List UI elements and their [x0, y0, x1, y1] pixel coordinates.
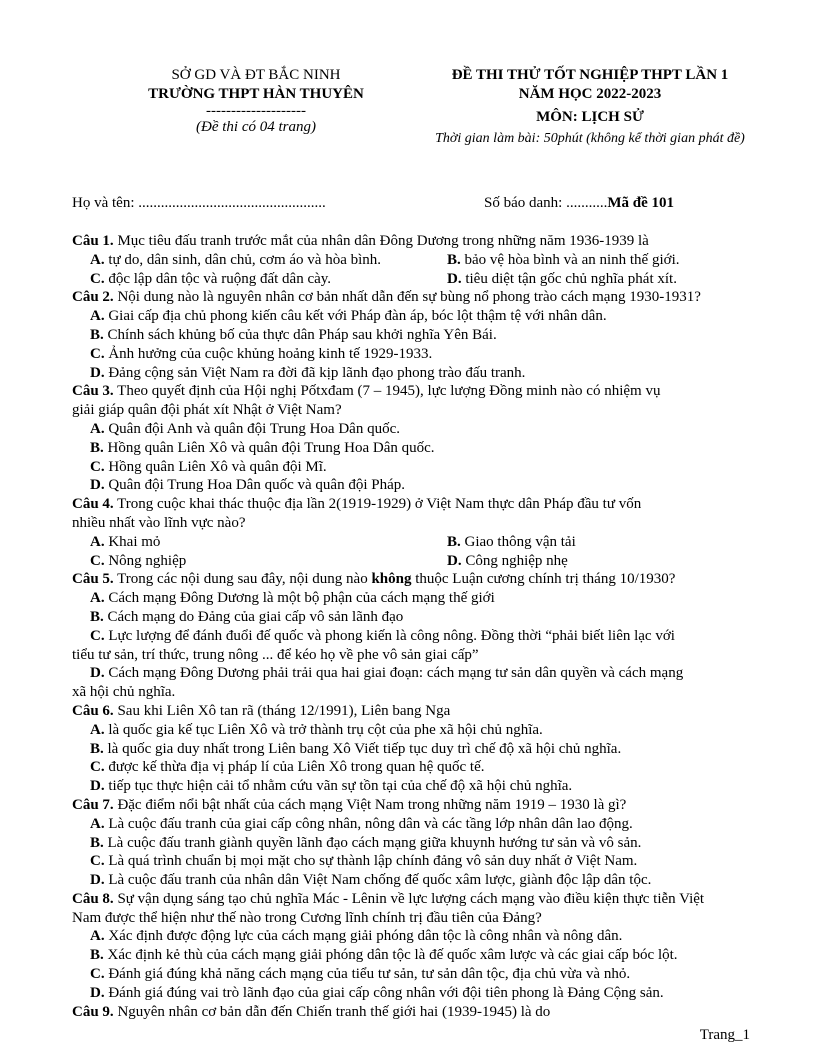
option-c: [90, 270, 447, 289]
option-row: [72, 552, 756, 571]
option-c: [72, 758, 756, 777]
option-text: Quân đội Trung Hoa Dân quốc và quân đội Pháp.: [108, 477, 405, 494]
option-label: B.: [447, 251, 461, 268]
option-text: Cách mạng Đông Dương là một bộ phận của cách mạng thế giới: [108, 590, 495, 607]
question-text-cont: Nam được thể hiện như thế nào trong Cương lĩnh chính trị đầu tiên của Đảng?: [72, 909, 542, 926]
option-b: [72, 740, 756, 759]
option-label: D.: [90, 778, 105, 795]
option-label: B.: [90, 834, 104, 851]
exam-code: Mã đề 101: [607, 195, 674, 211]
option-a: [90, 251, 447, 270]
option-text: Hồng quân Liên Xô và quân đội Mĩ.: [108, 458, 327, 475]
option-label: A.: [90, 815, 105, 832]
option-text: Là cuộc đấu tranh của nhân dân Việt Nam chống đế quốc xâm lược, giành độc lập dân tộc.: [108, 872, 652, 889]
option-label: D.: [447, 270, 462, 287]
option-label: C.: [90, 966, 105, 983]
option-label: A.: [90, 928, 105, 945]
option-text: Khai mỏ: [108, 533, 161, 550]
pages-note: (Đề thi có 04 trang): [196, 119, 316, 135]
question-text-cont: giải giáp quân đội phát xít Nhật ở Việt Nam?: [72, 402, 342, 419]
option-text: được kế thừa địa vị pháp lí của Liên Xô trong quan hệ quốc tế.: [108, 759, 485, 776]
question-text: Theo quyết định của Hội nghị Pốtxđam (7 – 1945), lực lượng Đồng minh nào có nhiệm vụ: [113, 383, 661, 400]
option-text: Nông nghiệp: [108, 552, 187, 569]
option-a: [72, 815, 756, 834]
question-number: Câu 5.: [72, 571, 114, 588]
question-9: [72, 1003, 756, 1022]
question-text: Trong cuộc khai thác thuộc địa lần 2(1919-1929) ở Việt Nam thực dân Pháp đầu tư vốn: [113, 496, 642, 513]
option-label: B.: [90, 439, 104, 456]
question-text-cont: nhiều nhất vào lĩnh vực nào?: [72, 514, 246, 531]
option-label: D.: [90, 984, 105, 1001]
question-number: Câu 3.: [72, 383, 114, 400]
question-text: thuộc Luận cương chính trị tháng 10/1930?: [411, 571, 676, 588]
option-label: D.: [90, 872, 105, 889]
question-text: Mục tiêu đấu tranh trước mắt của nhân dân Đông Dương trong những năm 1936-1939 là: [113, 233, 649, 249]
page-number: Trang_1: [699, 1027, 750, 1043]
candidate-info: [72, 194, 746, 214]
question-number: Câu 4.: [72, 496, 114, 513]
option-d: [72, 871, 756, 890]
option-text: Xác định được động lực của cách mạng giải phóng dân tộc là công nhân và nông dân.: [108, 928, 623, 945]
option-d: [447, 270, 677, 289]
option-c: [72, 852, 756, 871]
question-number: Câu 8.: [72, 890, 114, 907]
option-a: [90, 533, 447, 552]
question-text: Sự vận dụng sáng tạo chủ nghĩa Mác - Lênin về lực lượng cách mạng vào điều kiện thực tiễn Việt: [113, 890, 705, 907]
option-text: Cách mạng do Đảng của giai cấp vô sản lãnh đạo: [107, 608, 404, 625]
option-text: Là cuộc đấu tranh của giai cấp công nhân, nông dân và các tầng lớp nhân dân lao động.: [108, 815, 633, 832]
option-label: C.: [90, 759, 105, 776]
option-row: [72, 533, 756, 552]
question-number: Câu 9.: [72, 1003, 114, 1020]
candidate-number-label: Số báo danh: ...........: [484, 195, 608, 211]
option-text: tự do, dân sinh, dân chủ, cơm áo và hòa bình.: [108, 251, 382, 268]
question-8: [72, 890, 756, 909]
option-label: B.: [90, 608, 104, 625]
option-label: C.: [90, 345, 105, 362]
option-b: [447, 251, 679, 270]
question-number: Câu 7.: [72, 796, 114, 813]
exam-title: ĐỀ THI THỬ TỐT NGHIỆP THPT LẦN 1: [451, 67, 729, 83]
header-left: [120, 66, 392, 137]
option-text: bảo vệ hòa bình và an ninh thế giới.: [464, 251, 680, 268]
option-b: [447, 533, 576, 552]
option-text-cont: tiểu tư sản, trí thức, trung nông ... để kéo họ về phe vô sản giai cấp”: [72, 646, 479, 663]
question-5: [72, 570, 756, 589]
option-text: Hồng quân Liên Xô và quân đội Trung Hoa Dân quốc.: [107, 439, 435, 456]
option-text: Ảnh hưởng của cuộc khủng hoảng kinh tế 1929-1933.: [108, 345, 433, 362]
option-label: B.: [90, 740, 104, 757]
option-d: [72, 364, 756, 383]
option-text: Đánh giá đúng khả năng cách mạng của tiểu tư sản, tư sản dân tộc, địa chủ vừa và nhỏ.: [108, 966, 631, 983]
option-a: [72, 307, 756, 326]
question-number: Câu 6.: [72, 702, 114, 719]
option-label: C.: [90, 552, 105, 569]
header-divider: --------------------: [206, 103, 306, 119]
question-text: Đặc điểm nổi bật nhất của cách mạng Việt Nam trong những năm 1919 – 1930 là gì?: [113, 796, 627, 813]
option-label: A.: [90, 251, 105, 268]
option-label: C.: [90, 627, 105, 644]
option-text: Đánh giá đúng vai trò lãnh đạo của giai cấp công nhân với đội tiên phong là Đảng Cộng sản.: [108, 984, 664, 1001]
question-text: Nguyên nhân cơ bản dẫn đến Chiến tranh thế giới hai (1939-1945) là do: [113, 1003, 551, 1020]
option-text: tiêu diệt tận gốc chủ nghĩa phát xít.: [465, 270, 677, 287]
option-text: là quốc gia kế tục Liên Xô và trở thành trụ cột của phe xã hội chủ nghĩa.: [108, 721, 543, 738]
option-label: A.: [90, 308, 105, 325]
option-label: B.: [90, 326, 104, 343]
question-emphasis: không: [371, 571, 412, 588]
option-text: Quân đội Anh và quân đội Trung Hoa Dân quốc.: [108, 420, 400, 437]
option-row: [72, 251, 756, 270]
option-row: [72, 270, 756, 289]
question-number: Câu 1.: [72, 233, 114, 249]
subject-title: MÔN: LỊCH SỬ: [536, 109, 644, 125]
school-name: TRƯỜNG THPT HÀN THUYÊN: [148, 86, 364, 102]
option-text: Giao thông vận tải: [464, 533, 576, 550]
option-b: [72, 439, 756, 458]
option-label: A.: [90, 721, 105, 738]
option-text: Lực lượng để đánh đuổi đế quốc và phong kiến là công nông. Đồng thời “phải biết liên lạc với: [108, 627, 675, 644]
option-c: [72, 345, 756, 364]
option-c: [72, 627, 756, 646]
question-4: [72, 495, 756, 514]
option-text: Là quá trình chuẩn bị mọi mặt cho sự thành lập chính đảng vô sản duy nhất ở Việt Nam.: [108, 853, 638, 870]
question-text: Sau khi Liên Xô tan rã (tháng 12/1991), Liên bang Nga: [113, 702, 451, 719]
option-label: A.: [90, 533, 105, 550]
question-6: [72, 702, 756, 721]
question-text: Trong các nội dung sau đây, nội dung nào: [113, 571, 372, 588]
question-number: Câu 2.: [72, 289, 114, 306]
option-b: [72, 946, 756, 965]
option-c: [72, 965, 756, 984]
option-d: [72, 777, 756, 796]
school-year: NĂM HỌC 2022-2023: [518, 86, 662, 102]
question-7: [72, 796, 756, 815]
option-label: C.: [90, 270, 105, 287]
option-a: [72, 721, 756, 740]
option-d: [72, 664, 756, 683]
option-label: C.: [90, 458, 105, 475]
option-c: [90, 552, 447, 571]
option-text: Đảng cộng sản Việt Nam ra đời đã kịp lãnh đạo phong trào đấu tranh.: [108, 364, 526, 381]
option-label: B.: [447, 533, 461, 550]
option-d: [72, 476, 756, 495]
option-d: [72, 984, 756, 1003]
candidate-number-field: [484, 194, 674, 213]
option-label: C.: [90, 853, 105, 870]
option-text: Là cuộc đấu tranh giành quyền lãnh đạo cách mạng giữa khuynh hướng tư sản và vô sản.: [107, 834, 642, 851]
option-text: Giai cấp địa chủ phong kiến câu kết với Pháp đàn áp, bóc lột thậm tệ với nhân dân.: [108, 308, 607, 325]
option-text: độc lập dân tộc và ruộng đất dân cày.: [108, 270, 332, 287]
question-text: Nội dung nào là nguyên nhân cơ bản nhất dẫn đến sự bùng nổ phong trào cách mạng 1930-1931?: [113, 289, 701, 306]
candidate-name-field: Họ và tên: ..................................................: [72, 195, 326, 211]
exam-content: [72, 232, 756, 1021]
question-3: [72, 382, 756, 401]
option-label: A.: [90, 420, 105, 437]
option-b: [72, 834, 756, 853]
option-label: D.: [90, 477, 105, 494]
option-b: [72, 326, 756, 345]
option-text: là quốc gia duy nhất trong Liên bang Xô Viết tiếp tục duy trì chế độ xã hội chủ nghĩa.: [107, 740, 622, 757]
option-text: tiếp tục thực hiện cải tổ nhằm cứu vãn sự tồn tại của chế độ xã hội chủ nghĩa.: [108, 778, 573, 795]
question-2: [72, 288, 756, 307]
option-a: [72, 927, 756, 946]
option-label: D.: [90, 364, 105, 381]
option-label: D.: [447, 552, 462, 569]
option-text: Công nghiệp nhẹ: [465, 552, 568, 569]
option-text-cont: xã hội chủ nghĩa.: [72, 684, 176, 701]
option-text: Chính sách khủng bố của thực dân Pháp sau khởi nghĩa Yên Bái.: [107, 326, 497, 343]
department-name: SỞ GD VÀ ĐT BẮC NINH: [171, 67, 341, 83]
option-a: [72, 589, 756, 608]
option-text: Cách mạng Đông Dương phải trải qua hai giai đoạn: cách mạng tư sản dân quyền và cách mạng: [108, 665, 684, 682]
option-text: Xác định kẻ thù của cách mạng giải phóng dân tộc là đế quốc xâm lược và các giai cấp bóc lột.: [107, 947, 678, 964]
option-b: [72, 608, 756, 627]
option-c: [72, 458, 756, 477]
option-a: [72, 420, 756, 439]
option-label: D.: [90, 665, 105, 682]
question-1: [72, 232, 756, 251]
option-label: A.: [90, 590, 105, 607]
time-note: Thời gian làm bài: 50phút (không kể thời gian phát đề): [435, 131, 745, 146]
option-label: B.: [90, 947, 104, 964]
header-right: [380, 66, 800, 148]
option-d: [447, 552, 568, 571]
